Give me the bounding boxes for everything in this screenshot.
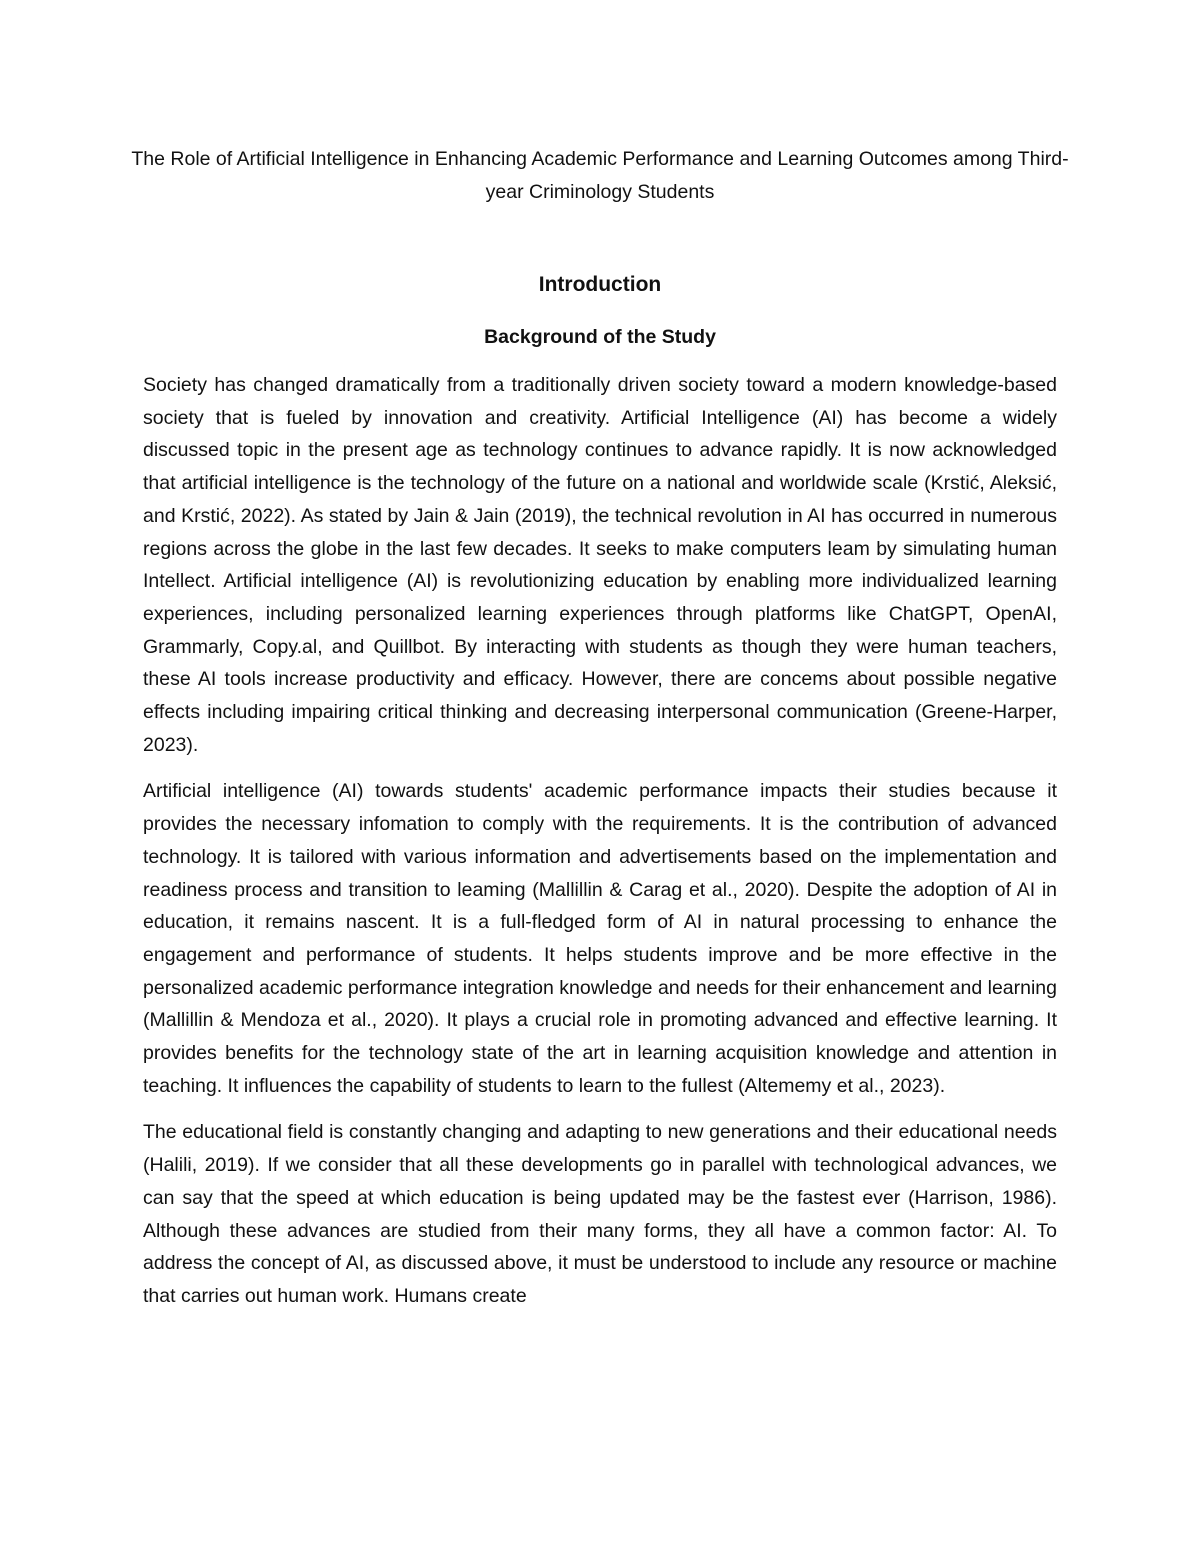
paragraph-2: Artificial intelligence (AI) towards students' academic performance impacts their studies because it provides the necessary infomation to comply with the requirements. It is the contribution of advanced technology. It is tailored with various information and advertisements based on the implementation and readiness process and transition to leaming (Mallillin & Carag et al., 2020). Despite the adoption of AI in education, it remains nascent. It is a full-fledged form of AI in natural processing to enhance the engagement and performance of students. It helps students improve and be more effective in the personalized academic performance integration knowledge and needs for their enhancement and learning (Mallillin & Mendoza et al., 2020). It plays a crucial role in promoting advanced and effective learning. It provides benefits for the technology state of the art in learning acquisition knowledge and attention in teaching. It influences the capability of students to learn to the fullest (Altememy et al., 2023). (143, 780, 1057, 1097)
section-heading-introduction: Introduction (538, 273, 662, 296)
paragraph-1: Society has changed dramatically from a traditionally driven society toward a modern knowledge-based society that is fueled by innovation and creativity. Artificial Intelligence (AI) has become a widely discussed topic in the present age as technology continues to advance rapidly. It is now acknowledged that artificial intelligence is the technology of the future on a national and worldwide scale (Krstić, Aleksić, and Krstić, 2022). As stated by Jain & Jain (2019), the technical revolution in AI has occurred in numerous regions across the globe in the last few decades. It seeks to make computers leam by simulating human Intellect. Artificial intelligence (AI) is revolutionizing education by enabling more individualized learning experiences, including personalized learning experiences through platforms like ChatGPT, OpenAI, Grammarly, Copy.al, and Quillbot. By interacting with students as though they were human teachers, these AI tools increase productivity and efficacy. However, there are concems about possible negative effects including impairing critical thinking and decreasing interpersonal communication (Greene-Harper, 2023). (143, 374, 1057, 756)
body-text (143, 369, 1057, 1327)
subheading-background: Background of the Study (484, 326, 716, 348)
paragraph-3: The educational field is constantly changing and adapting to new generations and their educational needs (Halili, 2019). If we consider that all these developments go in parallel with technological advances, we can say that the speed at which education is being updated may be the fastest ever (Harrison, 1986). Although these advances are studied from their many forms, they all have a common factor: AI. To address the concept of AI, as discussed above, it must be understood to include any resource or machine that carries out human work. Humans create (143, 1121, 1057, 1307)
document-title: The Role of Artificial Intelligence in Enhancing Academic Performance and Learning Outcomes among Third-year Criminology Students (131, 148, 1069, 203)
